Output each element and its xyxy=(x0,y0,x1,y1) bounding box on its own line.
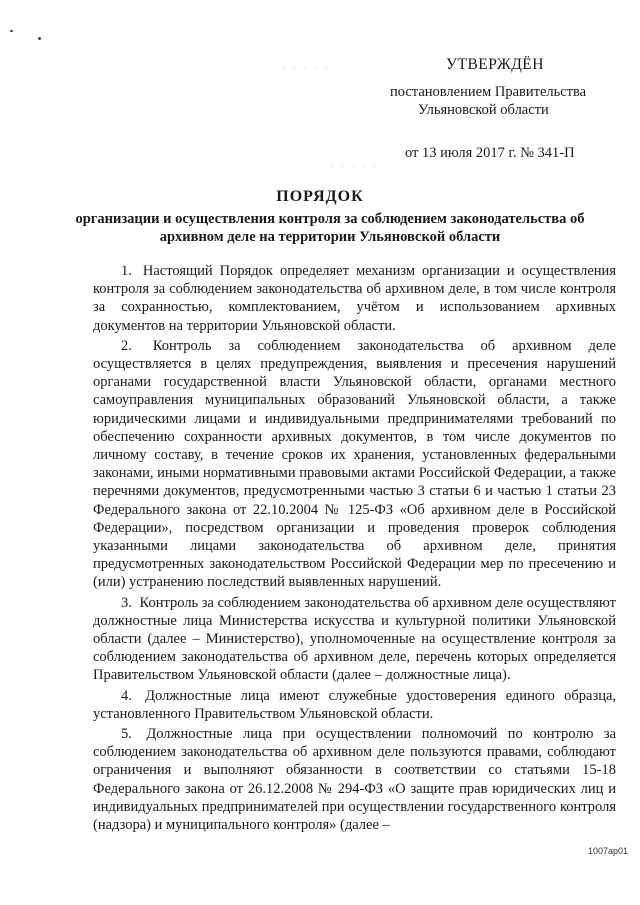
paragraph-4 xyxy=(93,687,616,723)
paragraph-text: Контроль за соблюдением законодательства об архивном деле осуществляют должностные лица Министерства искусства и культурной политики Ульяновской области (далее – Министерство), уполномоченные на осуществление контроля за соблюдением законодательства об архивном деле, перечень которых определяется Правительством Ульяновской области (далее – должностные лица). xyxy=(93,594,617,684)
document-subtitle: организации и осуществления контроля за соблюдением законодательства об архивном деле на территории Ульяновской области xyxy=(75,211,585,245)
paragraph-number: 1. xyxy=(121,263,132,279)
paragraph-text: Контроль за соблюдением законодательства об архивном деле осуществляется в целях предупреждения, выявления и пресечения нарушений органами государственной власти Ульяновской области, органами местного самоуправления муниципальных образований Ульяновской области, а также юридическими лицами и индивидуальными предпринимателями требований по обеспечению сохранности архивных документов, в том числе документов по личному составу, в течение сроков их хранения, установленных федеральными законами, иными нормативными правовыми актами Российской Федерации, а также перечнями документов, предусмотренными частью 3 статьи 6 и частью 1 статьи 23 Федерального закона от 22.10.2004 № 125-ФЗ «Об архивном деле в Российской Федерации», посредством организации и проведения проверок соблюдения указанными лицами законодательства об архивном деле, принятия предусмотренных законодательством Российской Федерации мер по пресечению и (или) устранению последствий выявленных нарушений. xyxy=(93,337,616,591)
paragraph-number: 3. xyxy=(121,594,132,611)
approval-title: УТВЕРЖДЁН xyxy=(446,56,544,73)
scan-speck xyxy=(38,37,41,40)
approval-date: от 13 июля 2017 г. № 341-П xyxy=(405,145,575,161)
paragraph-number: 2. xyxy=(121,337,132,354)
paragraph-1 xyxy=(93,262,616,335)
paragraph-text: Должностные лица имеют служебные удостоверения единого образца, установленного Правительством Ульяновской области. xyxy=(93,687,617,722)
paragraph-2 xyxy=(93,337,616,592)
scan-noise: · · · · · xyxy=(330,162,380,171)
approval-issuer: постановлением Правительства xyxy=(390,84,587,100)
scan-speck xyxy=(10,30,13,32)
document-body xyxy=(93,262,616,836)
paragraph-number: 5. xyxy=(121,726,132,743)
document-code: 1007ap01 xyxy=(588,846,629,856)
scan-noise: · · · · · xyxy=(282,63,332,72)
paragraph-number: 4. xyxy=(121,687,132,704)
paragraph-text: Настоящий Порядок определяет механизм организации и осуществления контроля за соблюдением законодательства об архивном деле, в том числе контроля за сохранностью, комплектованием, учётом и использованием архивных документов на территории Ульяновской области. xyxy=(93,263,616,334)
approval-region: Ульяновской области xyxy=(418,102,549,118)
paragraph-5 xyxy=(93,725,616,834)
paragraph-3 xyxy=(93,594,616,685)
document-title: ПОРЯДОК xyxy=(276,188,364,205)
paragraph-text: Должностные лица при осуществлении полномочий по контролю за соблюдением законодательства об архивном деле пользуются правами, соблюдают ограничения и выполняют обязанности в соответствии со статьями 15-18 Федерального закона от 26.12.2008 № 294-ФЗ «О защите прав юридических лиц и индивидуальных предпринимателей при осуществлении государственного контроля (надзора) и муниципального контроля» (далее – xyxy=(93,726,617,834)
